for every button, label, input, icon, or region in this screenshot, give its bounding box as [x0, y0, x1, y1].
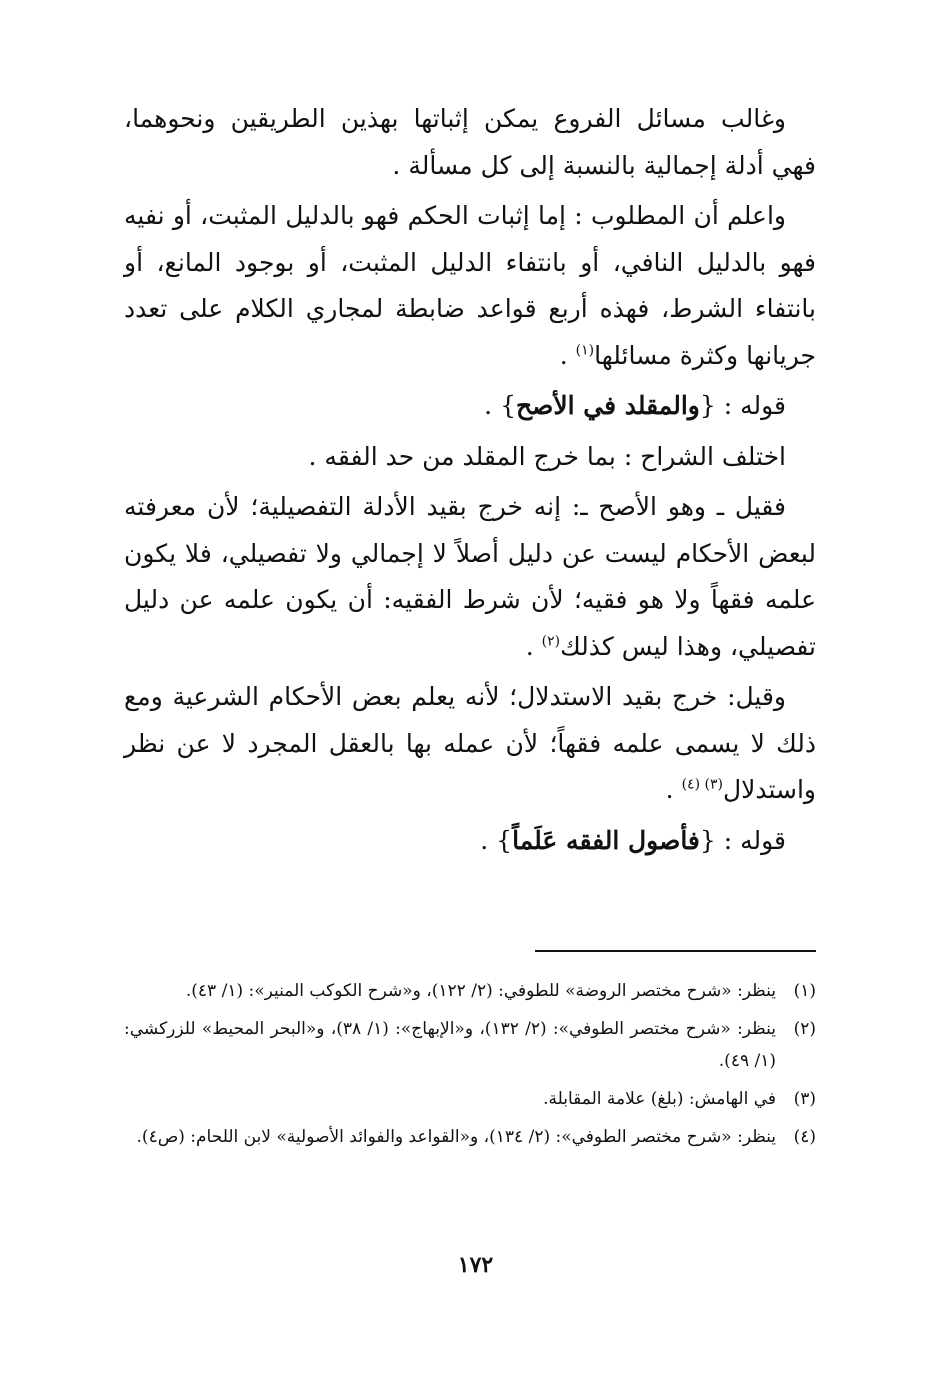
- quote-line-2: [124, 818, 816, 865]
- footnote-text: ينظر: «شرح مختصر الروضة» للطوفي: (٢/ ١٢٢)، و«شرح الكوكب المنير»: (١/ ٤٣).: [185, 981, 776, 1001]
- paragraph-4-end: .: [525, 631, 542, 661]
- paragraph-3: اختلف الشراح : بما خرج المقلد من حد الفقه .: [308, 441, 786, 471]
- footnote-ref-2: (٢): [541, 633, 561, 650]
- footnote: [124, 1121, 816, 1153]
- footnote: [124, 1083, 816, 1115]
- footnotes: [124, 975, 816, 1159]
- footnote-ref-3-4: (٣) (٤): [681, 776, 723, 793]
- paragraph-5: [124, 674, 816, 814]
- footnote: [124, 975, 816, 1007]
- paragraph-2: [124, 193, 816, 379]
- quote-2-text: فأصول الفقه عَلَماً: [512, 825, 700, 855]
- main-text: [124, 96, 816, 868]
- quote-2-suffix: } .: [480, 825, 513, 855]
- quote-1-prefix: قوله : {: [699, 391, 786, 420]
- footnote-text: ينظر: «شرح مختصر الطوفي»: (٢/ ١٣٤)، و«القواعد والفوائد الأصولية» لابن اللحام: (ص٤).: [136, 1127, 776, 1147]
- paragraph-4: [124, 484, 816, 670]
- paragraph-4-text: فقيل ـ وهو الأصح ـ: إنه خرج بقيد الأدلة التفصيلية؛ لأن معرفته لبعض الأحكام ليست عن دليل أصلاً لا إجمالي ولا تفصيلي، فلا يكون علمه فقهاً ولا هو فقيه؛ لأن شرط الفقيه: أن يكون علمه عن دليل تفصيلي، وهذا ليس كذلك: [124, 492, 816, 661]
- footnote-number: (١): [793, 981, 816, 1001]
- page-number: ١٧٢: [457, 1252, 494, 1278]
- footnote-ref-1: (١): [575, 342, 595, 359]
- quote-1-text: والمقلد في الأصح: [515, 391, 700, 420]
- footnote-text: في الهامش: (بلغ) علامة المقابلة.: [543, 1089, 776, 1109]
- footnote-number: (٤): [793, 1127, 816, 1147]
- paragraph-5-end: .: [665, 775, 682, 804]
- paragraph-5-text: وقيل: خرج بقيد الاستدلال؛ لأنه يعلم بعض الأحكام الشرعية ومع ذلك لا يسمى علمه فقهاً؛ لأن عمله بها بالعقل المجرد لا عن نظر واستدلال: [124, 682, 816, 804]
- paragraph-1: وغالب مسائل الفروع يمكن إثباتها بهذين الطريقين ونحوهما، فهي أدلة إجمالية بالنسبة إلى كل مسألة .: [124, 104, 816, 180]
- quote-1-suffix: } .: [484, 391, 516, 420]
- quote-line-1: [124, 383, 816, 430]
- paragraph-2-text: واعلم أن المطلوب : إما إثبات الحكم فهو بالدليل المثبت، أو نفيه فهو بالدليل النافي، أو بانتفاء الدليل المثبت، أو بوجود المانع، أو بانتفاء الشرط، فهذه أربع قواعد ضابطة لمجاري الكلام على تعدد جريانها وكثرة مسائلها: [124, 201, 816, 370]
- paragraph-2-end: .: [559, 340, 576, 370]
- footnote-text: ينظر: «شرح مختصر الطوفي»: (٢/ ١٣٢)، و«الإبهاج»: (١/ ٣٨)، و«البحر المحيط» للزركشي: (١/ ٤٩).: [124, 1019, 776, 1071]
- footnote-number: (٣): [793, 1089, 816, 1109]
- quote-2-prefix: قوله : {: [699, 825, 786, 855]
- footnote-number: (٢): [793, 1019, 816, 1039]
- footnote-divider: [535, 950, 816, 952]
- footnote: [124, 1013, 816, 1077]
